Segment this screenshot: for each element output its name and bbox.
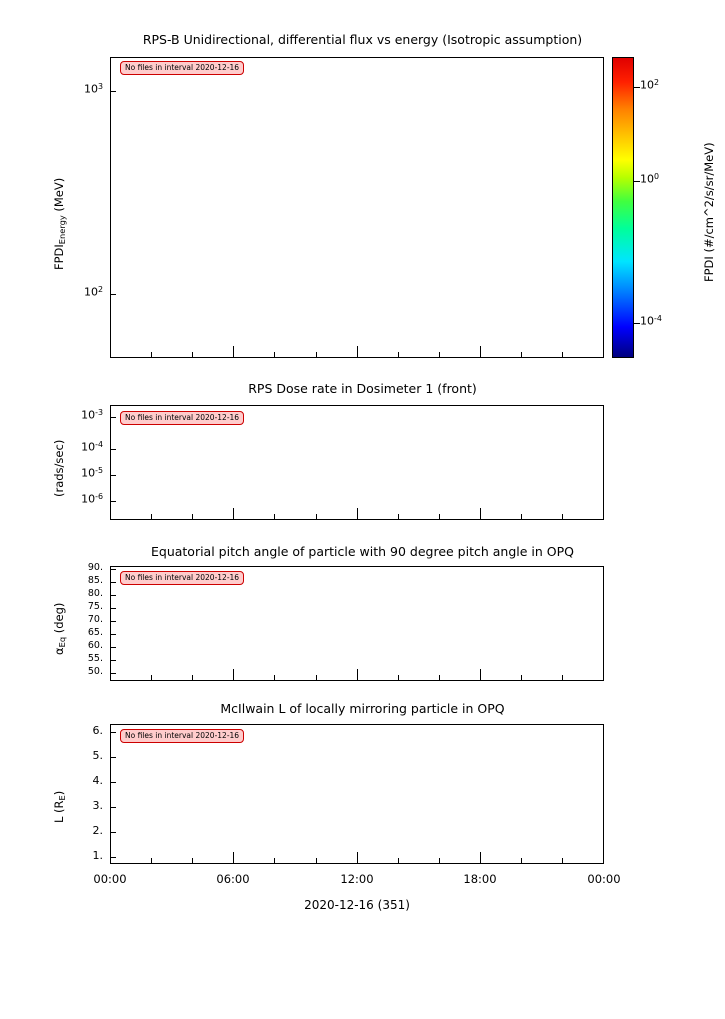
panel-2-xtick-9 xyxy=(480,508,481,520)
panel-3-ytick-3: 75. xyxy=(87,601,103,612)
panel-2-no-data-badge: No files in interval 2020-12-16 xyxy=(120,411,244,425)
panel-4-ytick-mark-4 xyxy=(110,832,116,833)
panel-1-title: RPS-B Unidirectional, differential flux vs energy (Isotropic assumption) xyxy=(142,32,583,47)
panel-2-ytick-3: $10^{-6}$ xyxy=(81,492,103,506)
panel-3-ytick-5: 65. xyxy=(87,627,103,638)
panel-2-ytick-mark-3 xyxy=(110,501,116,502)
panel-3-xtick-8 xyxy=(439,675,440,681)
panel-2-title: RPS Dose rate in Dosimeter 1 (front) xyxy=(248,381,477,396)
panel-3-xtick-3 xyxy=(233,669,234,681)
panel-4-xtick-9 xyxy=(480,852,481,864)
colorbar-tick-mark-0 xyxy=(634,87,640,88)
panel-3-ytick-mark-3 xyxy=(110,608,116,609)
panel-1-ytick-mark-0 xyxy=(110,91,116,92)
panel-2-xtick-5 xyxy=(316,514,317,520)
panel-3-xtick-11 xyxy=(562,675,563,681)
panel-1-xtick-5 xyxy=(316,352,317,358)
panel-1-ylabel: $FPDI_{Energy}$ (MeV) xyxy=(52,177,68,270)
panel-4-ytick-1: 5. xyxy=(92,749,103,762)
panel-3-ytick-8: 50. xyxy=(87,666,103,677)
panel-4-ytick-mark-0 xyxy=(110,732,116,733)
panel-1-no-data-badge: No files in interval 2020-12-16 xyxy=(120,61,244,75)
panel-4-axes xyxy=(110,724,604,864)
panel-4-xtick-0 xyxy=(110,858,111,864)
colorbar-tick-2: $10^{-4}$ xyxy=(640,314,662,328)
panel-2-ytick-1: $10^{-4}$ xyxy=(81,440,103,454)
panel-2-ylabel: (rads/sec) xyxy=(52,439,66,497)
panel-4-ytick-mark-3 xyxy=(110,807,116,808)
panel-2-ytick-2: $10^{-5}$ xyxy=(81,466,103,480)
panel-1-ytick-mark-1 xyxy=(110,294,116,295)
panel-1-axes xyxy=(110,57,604,358)
panel-4-title: McIlwain L of locally mirroring particle in OPQ xyxy=(220,701,505,716)
x-axis-label: 2020-12-16 (351) xyxy=(304,898,410,912)
panel-3-ytick-7: 55. xyxy=(87,653,103,664)
colorbar-tick-mark-2 xyxy=(634,323,640,324)
panel-3-ytick-mark-2 xyxy=(110,595,116,596)
panel-2-xtick-4 xyxy=(274,514,275,520)
panel-4-ytick-3: 3. xyxy=(92,799,103,812)
panel-1-xtick-10 xyxy=(521,352,522,358)
panel-4-xtick-11 xyxy=(562,858,563,864)
panel-3-xtick-9 xyxy=(480,669,481,681)
panel-4-ytick-mark-2 xyxy=(110,782,116,783)
panel-4-no-data-badge: No files in interval 2020-12-16 xyxy=(120,729,244,743)
panel-3-ytick-2: 80. xyxy=(87,588,103,599)
xtick-label-2: 12:00 xyxy=(340,872,374,886)
panel-4-xtick-3 xyxy=(233,852,234,864)
panel-3-ytick-6: 60. xyxy=(87,640,103,651)
panel-3-ytick-4: 70. xyxy=(87,614,103,625)
panel-2-xtick-0 xyxy=(110,514,111,520)
panel-1-ytick-1: $10^2$ xyxy=(83,285,103,299)
panel-3-xtick-5 xyxy=(316,675,317,681)
panel-1-ytick-0: $10^3$ xyxy=(83,82,103,96)
panel-4-xtick-8 xyxy=(439,858,440,864)
panel-2-xtick-2 xyxy=(192,514,193,520)
panel-3-ytick-mark-4 xyxy=(110,621,116,622)
panel-4-xtick-7 xyxy=(398,858,399,864)
panel-3-no-data-badge: No files in interval 2020-12-16 xyxy=(120,571,244,585)
panel-2-xtick-1 xyxy=(151,514,152,520)
panel-4-ylabel: L $(R_E)$ xyxy=(52,790,68,823)
colorbar-tick-mark-1 xyxy=(634,181,640,182)
colorbar xyxy=(612,57,634,358)
panel-2-xtick-6 xyxy=(357,508,358,520)
panel-2-xtick-10 xyxy=(521,514,522,520)
panel-2-ytick-mark-0 xyxy=(110,417,116,418)
panel-4-ytick-4: 2. xyxy=(92,824,103,837)
panel-3-ytick-mark-6 xyxy=(110,647,116,648)
panel-2-xtick-7 xyxy=(398,514,399,520)
panel-3-xtick-7 xyxy=(398,675,399,681)
panel-2-ytick-0: $10^{-3}$ xyxy=(81,408,103,422)
panel-4-ytick-mark-1 xyxy=(110,757,116,758)
colorbar-tick-0: $10^2$ xyxy=(640,78,660,92)
colorbar-label: FPDI (#/cm^2/s/sr/MeV) xyxy=(702,142,716,282)
panel-2-ytick-mark-2 xyxy=(110,475,116,476)
panel-3-xtick-0 xyxy=(110,675,111,681)
panel-2-xtick-8 xyxy=(439,514,440,520)
panel-1-xtick-4 xyxy=(274,352,275,358)
panel-1-xtick-6 xyxy=(357,346,358,358)
panel-3-ytick-mark-1 xyxy=(110,582,116,583)
panel-4-ytick-0: 6. xyxy=(92,724,103,737)
panel-2-ytick-mark-1 xyxy=(110,449,116,450)
panel-3-ytick-1: 85. xyxy=(87,575,103,586)
xtick-label-1: 06:00 xyxy=(216,872,250,886)
panel-2-xtick-3 xyxy=(233,508,234,520)
panel-1-xtick-11 xyxy=(562,352,563,358)
xtick-label-3: 18:00 xyxy=(463,872,497,886)
colorbar-tick-1: $10^0$ xyxy=(640,172,660,186)
panel-3-xtick-10 xyxy=(521,675,522,681)
panel-1-xtick-1 xyxy=(151,352,152,358)
panel-1-xtick-2 xyxy=(192,352,193,358)
panel-3-xtick-6 xyxy=(357,669,358,681)
panel-4-ytick-2: 4. xyxy=(92,774,103,787)
panel-4-xtick-1 xyxy=(151,858,152,864)
panel-1-xtick-3 xyxy=(233,346,234,358)
panel-4-xtick-5 xyxy=(316,858,317,864)
panel-4-xtick-4 xyxy=(274,858,275,864)
xtick-label-4: 00:00 xyxy=(587,872,621,886)
panel-4-ytick-5: 1. xyxy=(92,849,103,862)
panel-3-xtick-2 xyxy=(192,675,193,681)
panel-3-xtick-4 xyxy=(274,675,275,681)
panel-1-xtick-9 xyxy=(480,346,481,358)
panel-3-title: Equatorial pitch angle of particle with 90 degree pitch angle in OPQ xyxy=(150,544,575,559)
panel-4-xtick-6 xyxy=(357,852,358,864)
panel-3-ytick-mark-7 xyxy=(110,660,116,661)
panel-1-xtick-0 xyxy=(110,352,111,358)
panel-3-ytick-mark-5 xyxy=(110,634,116,635)
panel-4-xtick-10 xyxy=(521,858,522,864)
panel-1-xtick-7 xyxy=(398,352,399,358)
panel-1-xtick-8 xyxy=(439,352,440,358)
panel-3-ytick-mark-0 xyxy=(110,569,116,570)
panel-3-ytick-mark-8 xyxy=(110,673,116,674)
panel-3-ytick-0: 90. xyxy=(87,562,103,573)
panel-3-xtick-1 xyxy=(151,675,152,681)
panel-4-xtick-2 xyxy=(192,858,193,864)
panel-2-xtick-11 xyxy=(562,514,563,520)
panel-3-ylabel: $\alpha_{Eq}$ (deg) xyxy=(52,602,68,655)
xtick-label-0: 00:00 xyxy=(93,872,127,886)
